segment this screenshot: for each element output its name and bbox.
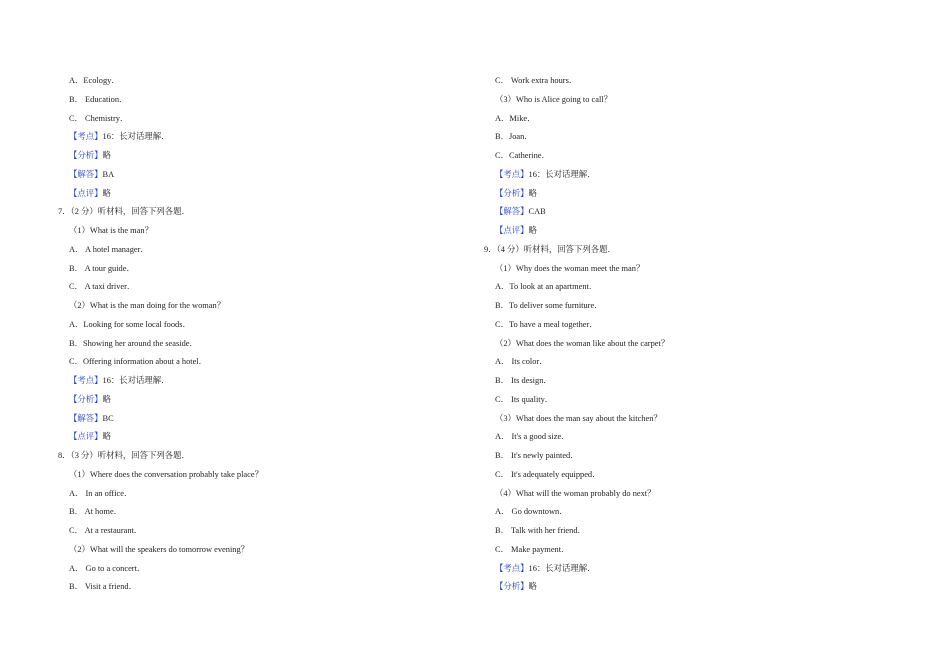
answer-option: C． At a restaurant．: [69, 526, 143, 535]
analysis-line: [484, 166, 904, 185]
analysis-text: 16：长对话理解．: [528, 563, 596, 573]
analysis-label: 【分析】: [495, 582, 529, 592]
question-heading: 9．（4 分）听材料，回答下列各题．: [484, 244, 616, 254]
answer-option: C． Chemistry．: [69, 113, 129, 123]
sub-question: （3）What does the man say about the kitchen？: [495, 413, 662, 423]
answer-option: C．Offering information about a hotel．: [69, 357, 208, 367]
answer-option: A． Its color．: [495, 357, 548, 367]
sub-question: （1）Where does the conversation probably take place？: [69, 469, 263, 479]
sub-question: （2）What does the woman like about the carpet？: [495, 338, 670, 348]
sub-question: （2）What is the man doing for the woman？: [69, 301, 226, 310]
analysis-text: 略: [528, 582, 537, 592]
analysis-label: 【分析】: [69, 151, 103, 160]
answer-option: A．Mike．: [495, 113, 536, 123]
analysis-text: 略: [102, 188, 111, 198]
sub-question: （2）What will the speakers do tomorrow evening？: [69, 544, 250, 554]
answer-option: B．Joan．: [495, 132, 533, 142]
answer-option: B． Visit a friend．: [69, 582, 137, 592]
sub-question: （1）What is the man？: [69, 226, 153, 235]
analysis-line: [58, 428, 458, 447]
analysis-label: 【考点】: [69, 376, 103, 385]
analysis-line: [58, 185, 458, 204]
analysis-line: [58, 128, 458, 147]
answer-option: C． Work extra hours．: [495, 76, 578, 85]
question-heading: 8．（3 分）听材料，回答下列各题．: [58, 451, 190, 460]
answer-option: A． A hotel manager．: [69, 244, 149, 254]
analysis-line: [484, 203, 904, 222]
right-column: [484, 72, 904, 597]
answer-option: B． It's newly painted．: [495, 451, 579, 460]
analysis-label: 【点评】: [495, 226, 529, 235]
answer-option: C． A taxi driver．: [69, 282, 136, 292]
answer-option: A．Ecology．: [69, 76, 120, 85]
answer-option: B． A tour guide．: [69, 263, 135, 273]
analysis-line: [484, 185, 904, 204]
sub-question: （4）What will the woman probably do next？: [495, 488, 656, 498]
answer-option: C．Catherine．: [495, 151, 550, 160]
answer-option: C．To have a meal together．: [495, 319, 598, 329]
analysis-line: [58, 391, 458, 410]
analysis-line: [58, 372, 458, 391]
answer-option: B．To deliver some furniture．: [495, 301, 603, 310]
answer-option: A． Go to a concert．: [69, 563, 146, 573]
analysis-text: 略: [528, 188, 537, 198]
answer-option: A． It's a good size．: [495, 432, 570, 442]
sub-question: （1）Why does the woman meet the man？: [495, 263, 645, 273]
answer-option: B． Talk with her friend．: [495, 526, 586, 535]
analysis-text: 略: [102, 432, 111, 442]
answer-option: A．To look at an apartment．: [495, 282, 598, 292]
analysis-label: 【考点】: [495, 563, 529, 573]
analysis-text: 略: [102, 394, 111, 404]
analysis-line: [58, 166, 458, 185]
answer-option: A． Go downtown．: [495, 507, 568, 517]
analysis-label: 【分析】: [495, 188, 529, 198]
analysis-line: [58, 147, 458, 166]
question-heading: 7．（2 分）听材料，回答下列各题．: [58, 207, 190, 217]
analysis-label: 【考点】: [495, 169, 529, 179]
analysis-text: 略: [528, 226, 537, 235]
analysis-line: [58, 410, 458, 429]
analysis-line: [484, 560, 904, 579]
answer-option: C． Its quality．: [495, 394, 554, 404]
analysis-text: 16：长对话理解．: [102, 376, 170, 385]
analysis-label: 【考点】: [69, 132, 103, 142]
sub-question: （3）Who is Alice going to call？: [495, 94, 612, 104]
analysis-text: 16：长对话理解．: [528, 169, 596, 179]
answer-option: B． At home．: [69, 507, 123, 517]
analysis-label: 【分析】: [69, 394, 103, 404]
analysis-label: 【点评】: [69, 432, 103, 442]
analysis-text: 16：长对话理解．: [102, 132, 170, 142]
analysis-label: 【解答】: [69, 169, 103, 179]
analysis-label: 【点评】: [69, 188, 103, 198]
analysis-text: 略: [102, 151, 111, 160]
answer-option: B．Showing her around the seaside．: [69, 338, 198, 348]
left-column: [58, 72, 458, 597]
analysis-line: [484, 222, 904, 241]
answer-option: C． Make payment．: [495, 544, 570, 554]
answer-option: B． Its design．: [495, 376, 552, 385]
analysis-text: BC: [102, 413, 114, 423]
analysis-text: CAB: [528, 207, 546, 217]
analysis-text: BA: [102, 169, 115, 179]
analysis-line: [484, 578, 904, 597]
analysis-label: 【解答】: [69, 413, 103, 423]
answer-option: A． In an office．: [69, 488, 133, 498]
answer-option: C． It's adequately equipped．: [495, 469, 601, 479]
answer-option: A．Looking for some local foods．: [69, 319, 191, 329]
analysis-label: 【解答】: [495, 207, 529, 217]
answer-option: B． Education．: [69, 94, 128, 104]
